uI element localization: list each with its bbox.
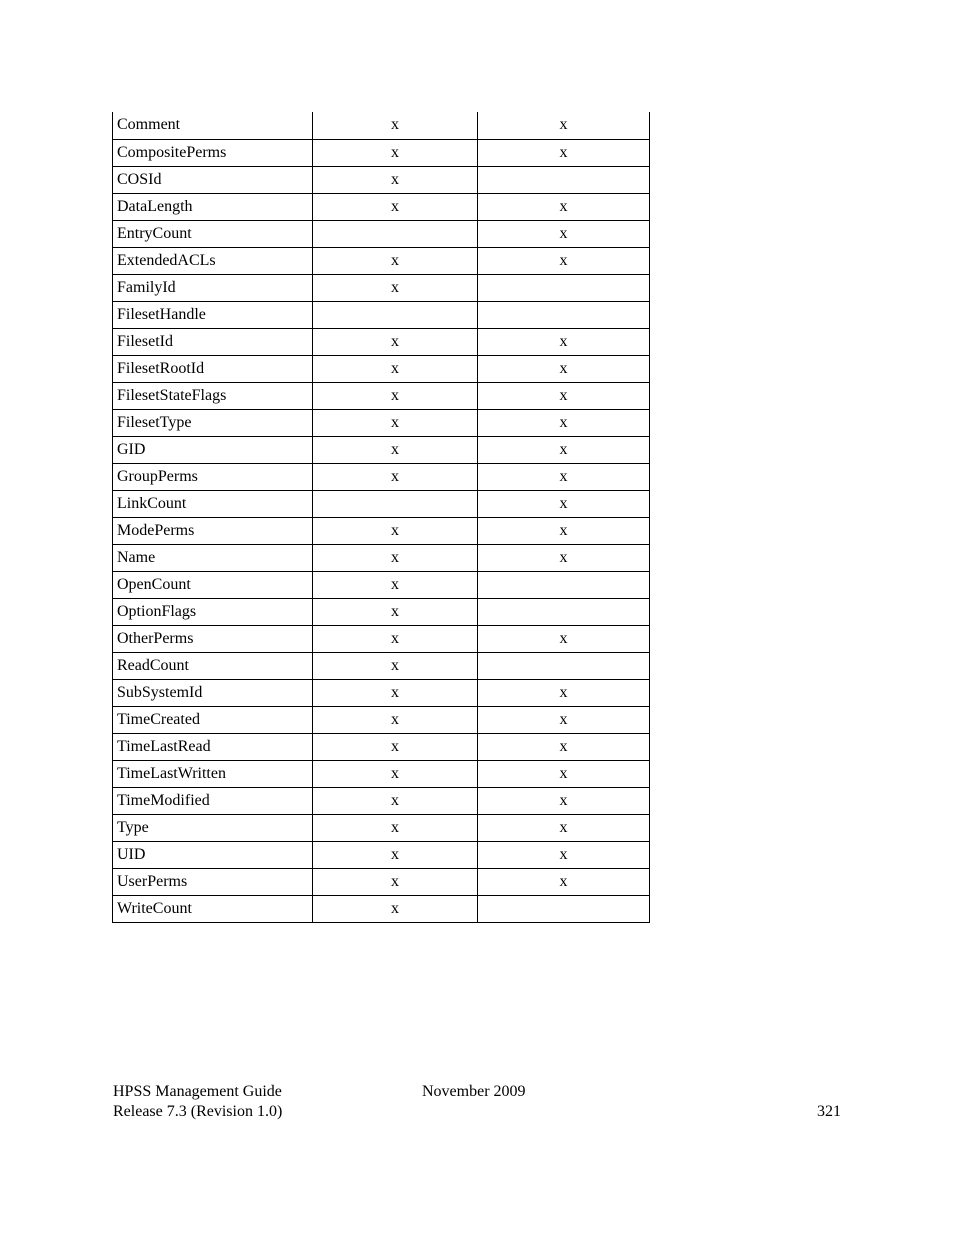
column-1-mark-cell: x [313, 760, 478, 787]
attribute-table-body [113, 112, 650, 922]
table-row [113, 463, 650, 490]
attribute-name-cell: OptionFlags [113, 598, 313, 625]
attribute-name-cell: Type [113, 814, 313, 841]
column-1-mark-cell [313, 490, 478, 517]
column-2-mark-cell: x [478, 139, 650, 166]
table-row [113, 139, 650, 166]
table-row [113, 328, 650, 355]
column-1-mark-cell: x [313, 544, 478, 571]
attribute-name-cell: SubSystemId [113, 679, 313, 706]
table-row [113, 760, 650, 787]
attribute-name-cell: DataLength [113, 193, 313, 220]
column-1-mark-cell: x [313, 598, 478, 625]
table-row [113, 625, 650, 652]
column-1-mark-cell: x [313, 787, 478, 814]
table-row [113, 112, 650, 139]
table-row [113, 544, 650, 571]
column-2-mark-cell [478, 652, 650, 679]
attribute-name-cell: TimeModified [113, 787, 313, 814]
column-2-mark-cell: x [478, 247, 650, 274]
column-2-mark-cell: x [478, 787, 650, 814]
column-2-mark-cell: x [478, 706, 650, 733]
column-1-mark-cell: x [313, 625, 478, 652]
column-1-mark-cell: x [313, 139, 478, 166]
column-2-mark-cell: x [478, 409, 650, 436]
table-row [113, 274, 650, 301]
attribute-name-cell: GID [113, 436, 313, 463]
column-1-mark-cell: x [313, 706, 478, 733]
column-1-mark-cell: x [313, 436, 478, 463]
attribute-name-cell: FilesetStateFlags [113, 382, 313, 409]
column-1-mark-cell [313, 220, 478, 247]
table-row [113, 220, 650, 247]
attribute-name-cell: ExtendedACLs [113, 247, 313, 274]
table-row [113, 301, 650, 328]
footer-document-title: HPSS Management Guide [113, 1083, 282, 1100]
table-row [113, 571, 650, 598]
attribute-name-cell: Comment [113, 112, 313, 139]
table-row [113, 868, 650, 895]
attribute-name-cell: COSId [113, 166, 313, 193]
column-1-mark-cell: x [313, 463, 478, 490]
column-1-mark-cell [313, 301, 478, 328]
attribute-name-cell: CompositePerms [113, 139, 313, 166]
table-row [113, 787, 650, 814]
attribute-name-cell: UserPerms [113, 868, 313, 895]
column-2-mark-cell: x [478, 760, 650, 787]
table-row [113, 166, 650, 193]
attribute-name-cell: FilesetId [113, 328, 313, 355]
column-1-mark-cell: x [313, 841, 478, 868]
footer-date: November 2009 [422, 1083, 526, 1100]
table-row [113, 598, 650, 625]
table-row [113, 517, 650, 544]
table-row [113, 355, 650, 382]
column-2-mark-cell: x [478, 490, 650, 517]
attribute-name-cell: FilesetRootId [113, 355, 313, 382]
attribute-name-cell: TimeLastRead [113, 733, 313, 760]
attribute-name-cell: ReadCount [113, 652, 313, 679]
column-2-mark-cell: x [478, 328, 650, 355]
column-2-mark-cell [478, 274, 650, 301]
column-2-mark-cell [478, 571, 650, 598]
attribute-name-cell: Name [113, 544, 313, 571]
column-1-mark-cell: x [313, 328, 478, 355]
attribute-table [112, 112, 650, 923]
column-2-mark-cell: x [478, 814, 650, 841]
column-2-mark-cell: x [478, 517, 650, 544]
column-1-mark-cell: x [313, 814, 478, 841]
table-row [113, 841, 650, 868]
attribute-name-cell: GroupPerms [113, 463, 313, 490]
attribute-name-cell: UID [113, 841, 313, 868]
column-1-mark-cell: x [313, 409, 478, 436]
table-row [113, 382, 650, 409]
attribute-name-cell: TimeCreated [113, 706, 313, 733]
attribute-name-cell: FilesetType [113, 409, 313, 436]
column-1-mark-cell: x [313, 112, 478, 139]
column-2-mark-cell: x [478, 625, 650, 652]
column-2-mark-cell [478, 895, 650, 922]
table-row [113, 706, 650, 733]
column-1-mark-cell: x [313, 517, 478, 544]
table-row [113, 490, 650, 517]
column-2-mark-cell: x [478, 463, 650, 490]
attribute-name-cell: TimeLastWritten [113, 760, 313, 787]
attribute-name-cell: EntryCount [113, 220, 313, 247]
attribute-name-cell: FilesetHandle [113, 301, 313, 328]
column-1-mark-cell: x [313, 247, 478, 274]
column-2-mark-cell: x [478, 382, 650, 409]
column-2-mark-cell: x [478, 436, 650, 463]
table-row [113, 193, 650, 220]
table-row [113, 814, 650, 841]
attribute-name-cell: OpenCount [113, 571, 313, 598]
column-2-mark-cell: x [478, 841, 650, 868]
attribute-name-cell: FamilyId [113, 274, 313, 301]
column-1-mark-cell: x [313, 355, 478, 382]
column-1-mark-cell: x [313, 382, 478, 409]
column-1-mark-cell: x [313, 733, 478, 760]
footer-release: Release 7.3 (Revision 1.0) [113, 1103, 283, 1120]
column-1-mark-cell: x [313, 571, 478, 598]
column-1-mark-cell: x [313, 274, 478, 301]
column-2-mark-cell: x [478, 220, 650, 247]
attribute-name-cell: OtherPerms [113, 625, 313, 652]
column-2-mark-cell [478, 301, 650, 328]
table-row [113, 733, 650, 760]
attribute-name-cell: WriteCount [113, 895, 313, 922]
column-2-mark-cell: x [478, 733, 650, 760]
column-2-mark-cell: x [478, 679, 650, 706]
column-1-mark-cell: x [313, 679, 478, 706]
column-2-mark-cell [478, 166, 650, 193]
attribute-name-cell: ModePerms [113, 517, 313, 544]
footer-page-number: 321 [817, 1103, 841, 1120]
column-1-mark-cell: x [313, 652, 478, 679]
column-1-mark-cell: x [313, 868, 478, 895]
column-2-mark-cell [478, 598, 650, 625]
column-2-mark-cell: x [478, 868, 650, 895]
table-row [113, 895, 650, 922]
table-row [113, 247, 650, 274]
attribute-name-cell: LinkCount [113, 490, 313, 517]
table-row [113, 679, 650, 706]
column-2-mark-cell: x [478, 544, 650, 571]
table-row [113, 409, 650, 436]
column-1-mark-cell: x [313, 166, 478, 193]
column-1-mark-cell: x [313, 193, 478, 220]
column-2-mark-cell: x [478, 112, 650, 139]
table-row [113, 436, 650, 463]
column-2-mark-cell: x [478, 355, 650, 382]
column-1-mark-cell: x [313, 895, 478, 922]
column-2-mark-cell: x [478, 193, 650, 220]
table-row [113, 652, 650, 679]
